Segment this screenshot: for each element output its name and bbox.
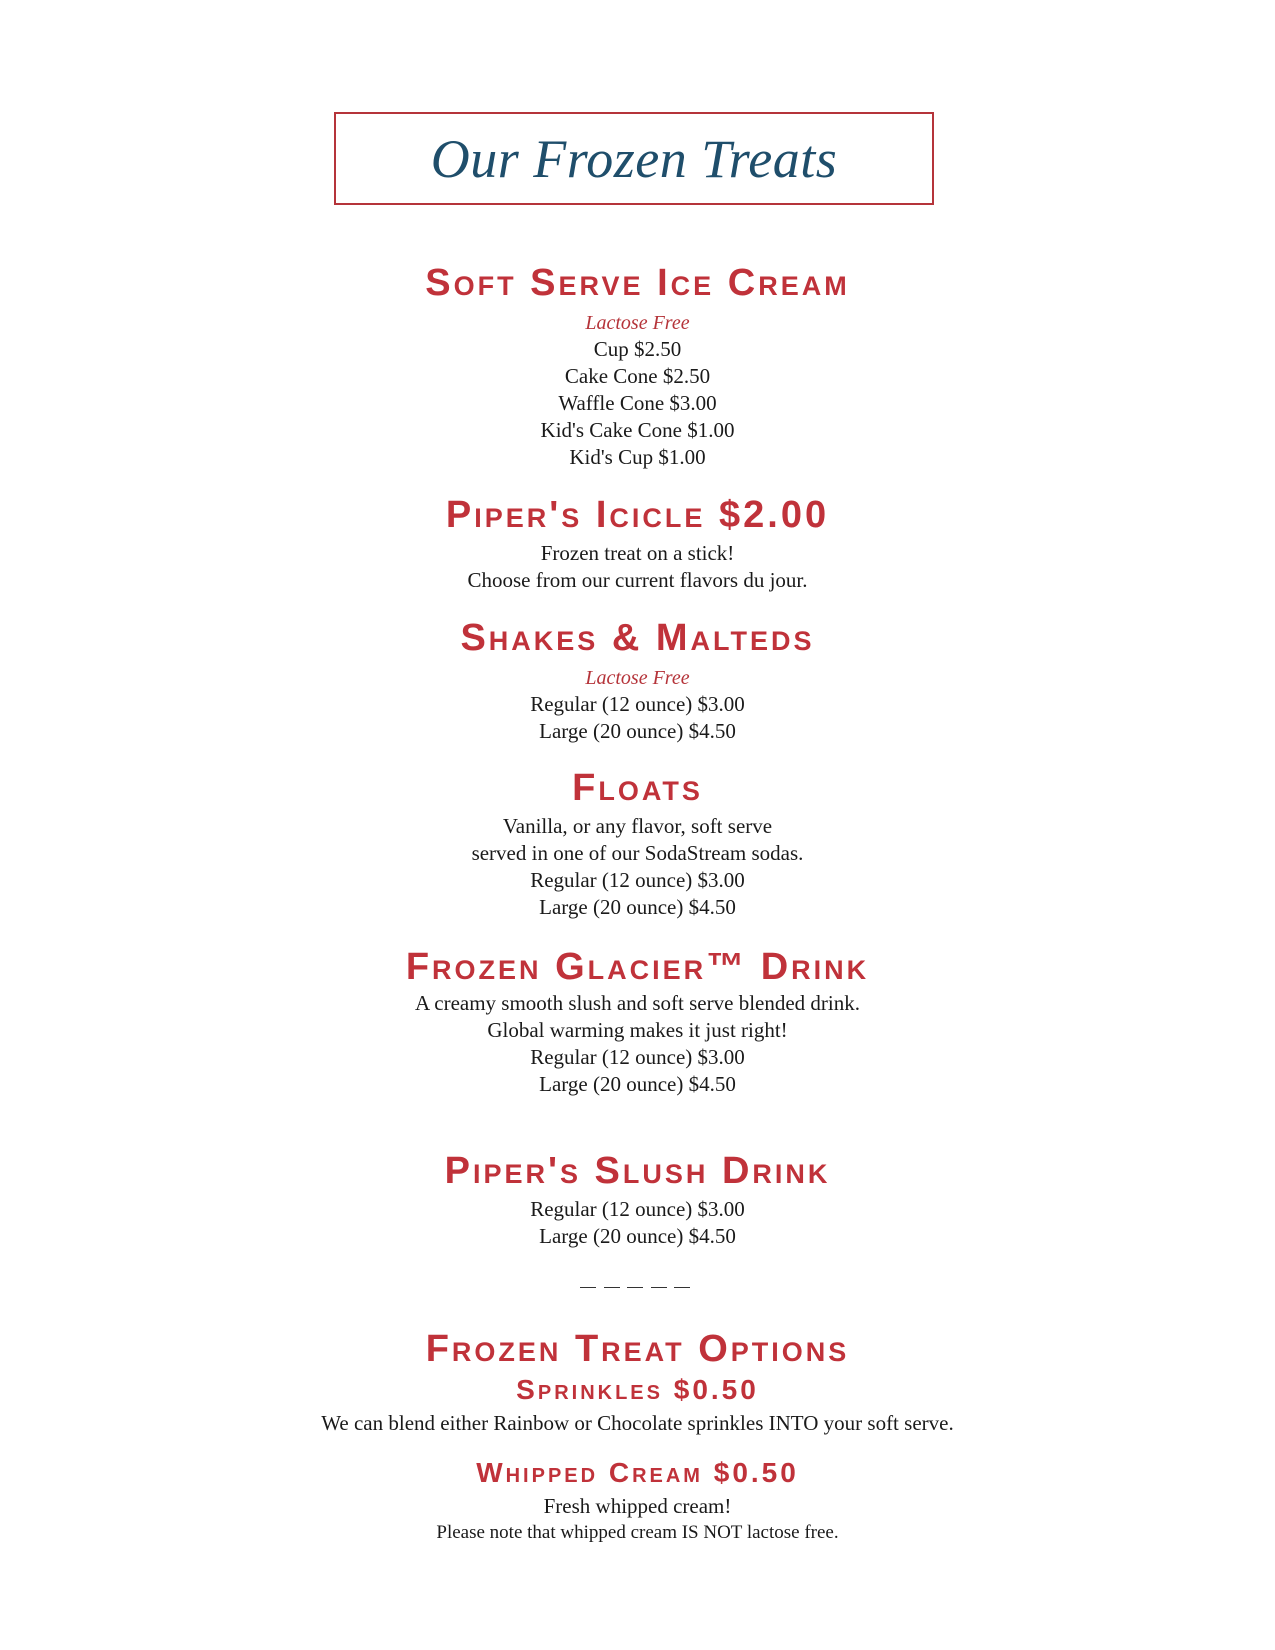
description-line: Global warming makes it just right! xyxy=(487,1018,788,1042)
divider xyxy=(580,1287,690,1289)
menu-item: Large (20 ounce) $4.50 xyxy=(539,895,736,919)
section-heading: Piper's Slush Drink xyxy=(444,1150,831,1192)
description-line: A creamy smooth slush and soft serve blended drink. xyxy=(415,991,860,1015)
menu-item: Waffle Cone $3.00 xyxy=(558,391,717,415)
section-heading: Frozen Glacier™ Drink xyxy=(405,946,870,988)
menu-item: Kid's Cake Cone $1.00 xyxy=(540,418,735,442)
menu-item: Kid's Cup $1.00 xyxy=(569,445,706,469)
menu-item: Regular (12 ounce) $3.00 xyxy=(530,1045,745,1069)
description-line: We can blend either Rainbow or Chocolate sprinkles INTO your soft serve. xyxy=(321,1411,954,1435)
section-heading: Piper's Icicle $2.00 xyxy=(445,494,830,536)
menu-item: Large (20 ounce) $4.50 xyxy=(539,1224,736,1248)
description-line: Choose from our current flavors du jour. xyxy=(467,568,808,592)
menu-item: Large (20 ounce) $4.50 xyxy=(539,1072,736,1096)
section-heading: Floats xyxy=(572,767,703,809)
title-box xyxy=(334,112,934,205)
menu-item: Cake Cone $2.50 xyxy=(564,364,711,388)
section-options xyxy=(0,1330,1275,1545)
section-heading: Frozen Treat Options xyxy=(425,1328,850,1370)
description-line: Vanilla, or any flavor, soft serve xyxy=(502,814,773,838)
lactose-free-note: Lactose Free xyxy=(585,312,690,334)
page-title: Our Frozen Treats xyxy=(430,128,838,189)
option-heading-whipped-cream: Whipped Cream $0.50 xyxy=(476,1457,799,1488)
section-slush xyxy=(0,1152,1275,1250)
lactose-free-note: Lactose Free xyxy=(585,667,690,689)
description-line: served in one of our SodaStream sodas. xyxy=(471,841,804,865)
description-line: Frozen treat on a stick! xyxy=(540,541,735,565)
section-icicle xyxy=(0,496,1275,594)
section-floats xyxy=(0,769,1275,921)
menu-item: Regular (12 ounce) $3.00 xyxy=(530,868,745,892)
section-glacier xyxy=(0,948,1275,1098)
section-heading: Soft Serve Ice Cream xyxy=(425,262,850,304)
whipped-cream-note: Please note that whipped cream IS NOT lactose free. xyxy=(436,1522,839,1543)
menu-item: Regular (12 ounce) $3.00 xyxy=(530,1197,745,1221)
menu-item: Large (20 ounce) $4.50 xyxy=(539,719,736,743)
section-soft-serve xyxy=(0,264,1275,471)
menu-item: Regular (12 ounce) $3.00 xyxy=(530,692,745,716)
description-line: Fresh whipped cream! xyxy=(543,1494,732,1518)
section-shakes xyxy=(0,619,1275,745)
option-heading-sprinkles: Sprinkles $0.50 xyxy=(516,1374,759,1405)
menu-item: Cup $2.50 xyxy=(593,337,682,361)
section-heading: Shakes & Malteds xyxy=(460,617,815,659)
